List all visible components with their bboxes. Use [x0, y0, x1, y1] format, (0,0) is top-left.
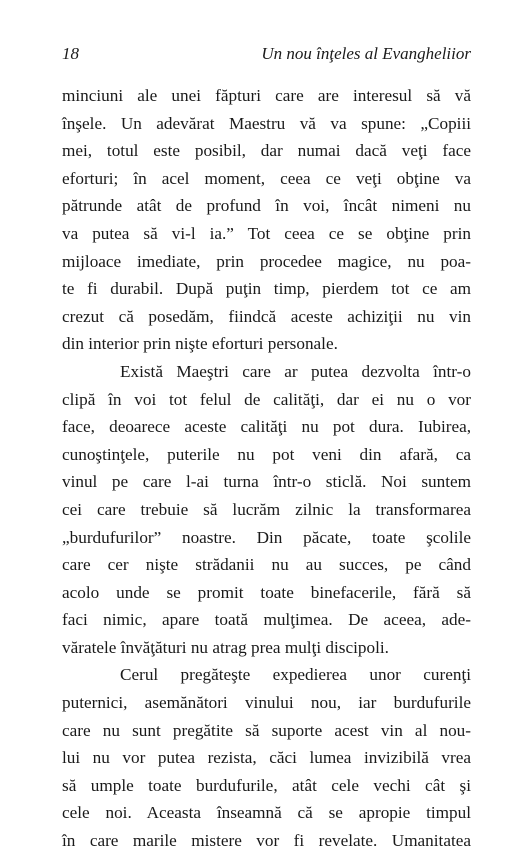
- text-line: văratele învăţături nu atrag prea mulţi discipoli.: [62, 637, 389, 657]
- paragraph: [62, 661, 471, 854]
- text-line: minciuni ale unei făpturi care are interesul să vă: [62, 86, 471, 105]
- text-line: acolo unde se promit toate binefacerile, fără să: [62, 582, 471, 602]
- text-line: face, deoarece aceste calităţi nu pot dura. Iubirea,: [62, 417, 471, 437]
- text-line: în care marile mistere vor fi revelate. Umanitatea: [62, 831, 471, 851]
- page-number: 18: [62, 44, 79, 63]
- text-line: clipă în voi tot felul de calităţi, dar ei nu o vor: [62, 389, 471, 409]
- text-line: pătrunde atât de profund în voi, încât nimeni nu: [62, 196, 471, 216]
- text-line: din interior prin nişte eforturi personale.: [62, 334, 338, 354]
- text-line: care cer nişte strădanii nu au succes, pe când: [62, 555, 471, 575]
- text-line: cei care trebuie să lucrăm zilnic la transformarea: [62, 499, 471, 519]
- text-line: mijloace imediate, prin procedee magice, nu poa-: [62, 251, 471, 271]
- text-line: puternici, asemănători vinului nou, iar burdufurile: [62, 693, 471, 713]
- text-line: crezut că posedăm, fiindcă aceste achiziţii nu vin: [62, 306, 471, 326]
- text-line: să umple toate burdufurile, atât cele vechi cât şi: [62, 775, 471, 795]
- running-header: [62, 44, 471, 64]
- text-line: te fi durabil. După puţin timp, pierdem tot ce am: [62, 279, 471, 299]
- text-line: cunoştinţele, puterile nu pot veni din afară, ca: [62, 444, 471, 464]
- text-line: va putea să vi-l ia.” Tot ceea ce se obţine prin: [62, 223, 471, 243]
- text-line: Există Maeştri care ar putea dezvolta într-o: [120, 361, 471, 381]
- text-line: faci nimic, apare toată mulţimea. De aceea, ade-: [62, 610, 471, 630]
- text-line: vinul pe care l-ai turna într-o sticlă. Noi suntem: [62, 472, 471, 492]
- book-page: [62, 44, 471, 855]
- text-line: Cerul pregăteşte expedierea unor curenţi: [120, 665, 471, 685]
- text-line: care nu sunt pregătite să suporte acest vin al nou-: [62, 720, 471, 740]
- paragraph: [62, 82, 471, 358]
- text-line: înşele. Un adevărat Maestru vă va spune: „Copiii: [62, 113, 471, 133]
- running-title: Un nou înţeles al Evangheliior: [261, 44, 471, 63]
- text-line: lui nu vor putea rezista, căci lumea invizibilă vrea: [62, 748, 471, 768]
- paragraph: [62, 358, 471, 662]
- text-line: mei, totul este posibil, dar numai dacă veţi face: [62, 141, 471, 161]
- text-line: cele noi. Aceasta înseamnă că se apropie timpul: [62, 803, 471, 823]
- text-line: eforturi; în acel moment, ceea ce veţi obţine va: [62, 168, 471, 188]
- text-line: „burdufurilor” noastre. Din păcate, toate şcolile: [62, 527, 471, 547]
- body-text: [62, 82, 471, 855]
